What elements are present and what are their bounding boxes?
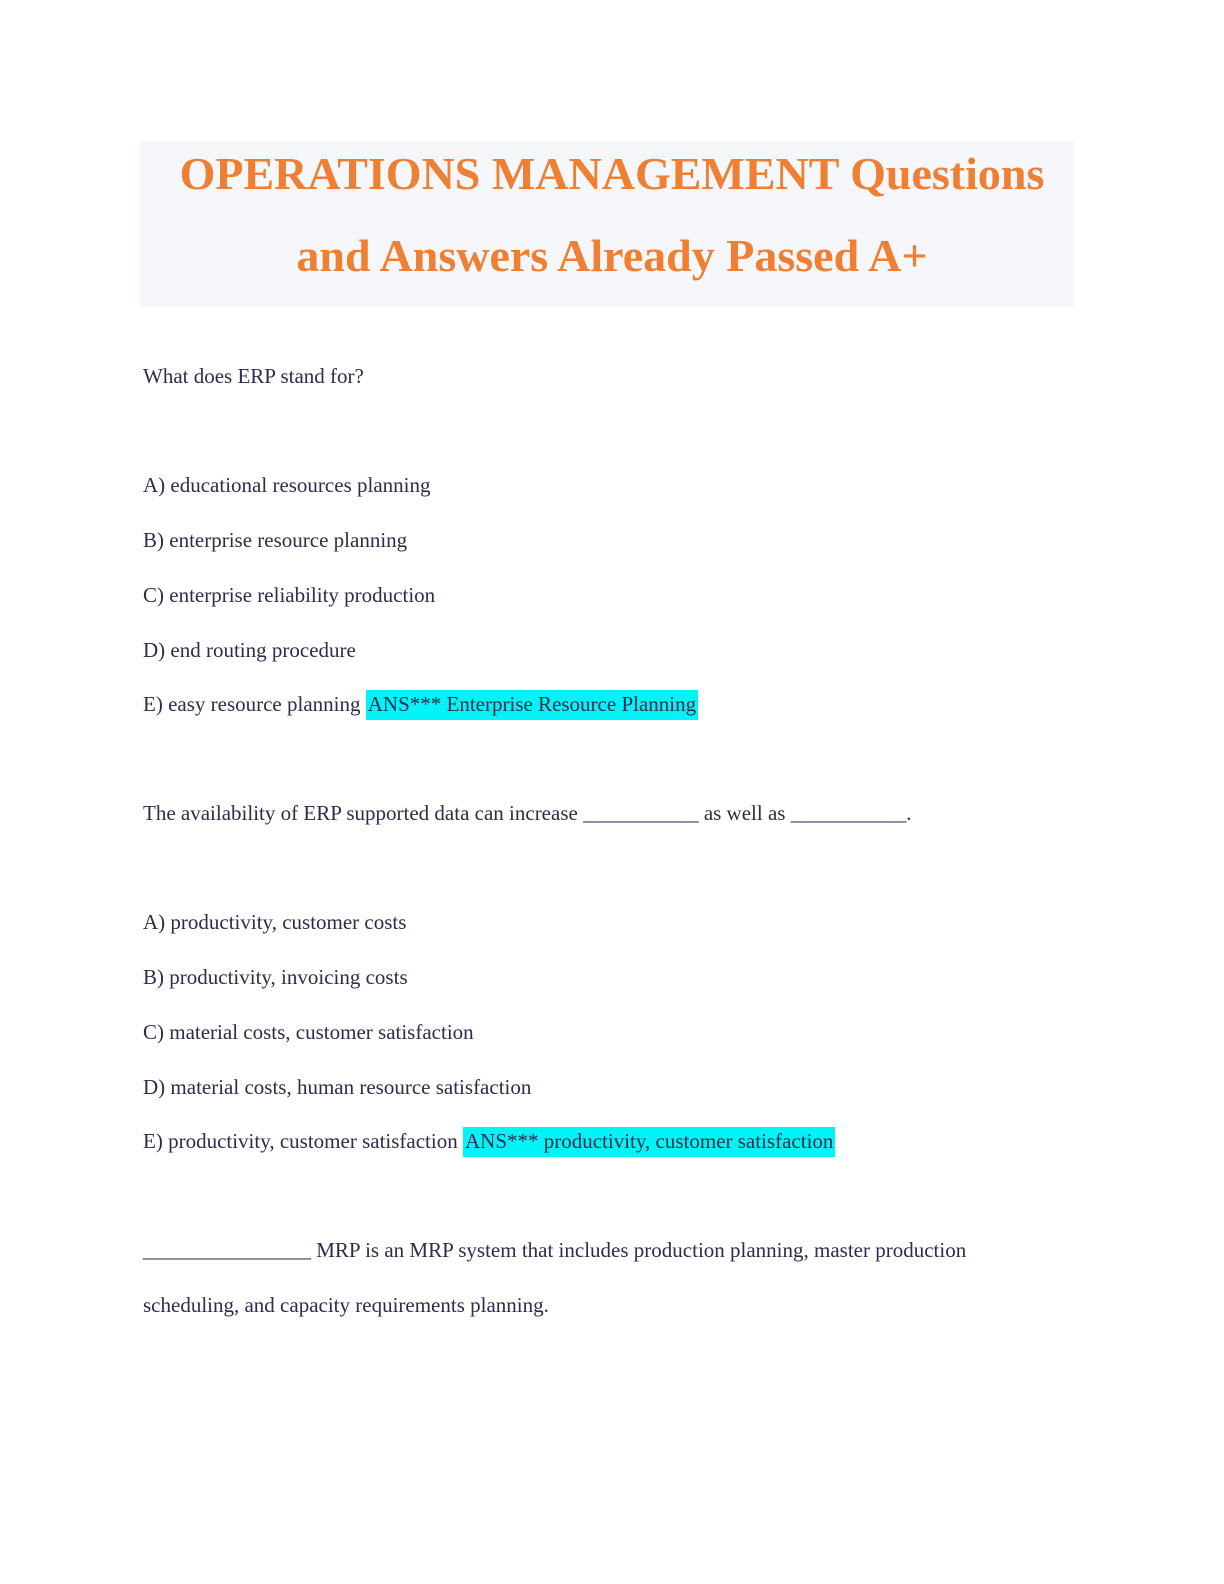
document-title-line-2: and Answers Already Passed A+ — [296, 230, 928, 281]
question-1-option-a: A) educational resources planning — [143, 473, 431, 497]
question-2-option-c: C) material costs, customer satisfaction — [143, 1020, 474, 1044]
question-2-answer: ANS*** productivity, customer satisfaction — [463, 1127, 835, 1157]
question-2-option-d: D) material costs, human resource satisfaction — [143, 1075, 532, 1099]
question-2-option-a: A) productivity, customer costs — [143, 910, 407, 934]
question-1-option-c: C) enterprise reliability production — [143, 583, 436, 607]
question-3-stem-line-1: ________________ MRP is an MRP system that includes production planning, master production — [143, 1238, 967, 1262]
question-1-answer: ANS*** Enterprise Resource Planning — [366, 690, 698, 720]
question-3-stem-line-2: scheduling, and capacity requirements planning. — [143, 1293, 549, 1317]
question-1-option-e-row — [143, 694, 698, 715]
question-2-stem: The availability of ERP supported data can increase ___________ as well as ___________. — [143, 801, 912, 825]
question-2-option-b: B) productivity, invoicing costs — [143, 965, 408, 989]
question-1-option-b: B) enterprise resource planning — [143, 528, 408, 552]
question-2-option-e: E) productivity, customer satisfaction — [143, 1129, 458, 1153]
question-1-stem: What does ERP stand for? — [143, 364, 364, 388]
question-2-option-e-row — [143, 1131, 835, 1152]
question-1-option-e: E) easy resource planning — [143, 692, 361, 716]
document-title-line-1: OPERATIONS MANAGEMENT Questions — [179, 148, 1045, 199]
question-1-option-d: D) end routing procedure — [143, 638, 356, 662]
